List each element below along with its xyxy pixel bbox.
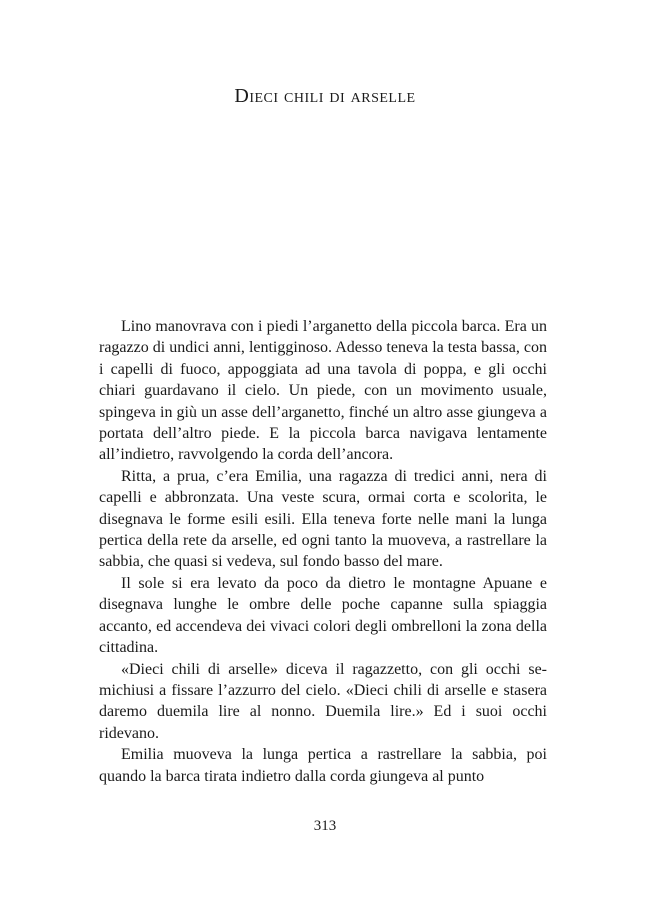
page-number: 313 [313, 818, 337, 834]
chapter-title: Dieci chili di arselle [234, 85, 416, 107]
paragraph: Ritta, a prua, c’era Emilia, una ragazza di tredici anni, nera di capelli e abbronzata. Una veste scura, ormai corta e scolorita, le disegnava le forme esili esili. Ella teneva forte nelle mani la lunga pertica della rete da arselle, ed ogni tanto la muoveva, a rastrellare la sabbia, che quasi si vedeva, sul fondo basso del mare. [99, 467, 547, 571]
paragraph: Emilia muoveva la lunga pertica a rastrellare la sabbia, poi quando la barca tirata indietro dalla corda giungeva al punto [99, 746, 547, 785]
paragraph: Lino manovrava con i piedi l’arganetto della piccola barca. Era un ragazzo di undici anni, lentigginoso. Adesso teneva la testa bassa, con i capelli di fuoco, appoggiata ad una tavola di poppa, e gli occhi chiari guardavano il cielo. Un piede, con un movimento usuale, spingeva in giù un asse dell’arganetto, finché un altro asse giungeva a portata dell’altro piede. E la piccola barca navigava lentamente all’indietro, ravvolgendo la corda dell’ancora. [99, 318, 547, 464]
body-text [99, 316, 547, 787]
paragraph: Il sole si era levato da poco da dietro le montagne Apuane e disegnava lunghe le ombre delle poche capanne sulla spiaggia accanto, ed accendeva dei vivaci colori degli ombrelloni la zona della cittadina. [99, 574, 547, 657]
paragraph: «Dieci chili di arselle» diceva il ragazzetto, con gli occhi semichiusi a fissare l’azzurro del cielo. «Dieci chili di arselle e stasera daremo duemila lire al nonno. Duemila lire.» Ed i suoi occhi ridevano. [99, 660, 547, 742]
